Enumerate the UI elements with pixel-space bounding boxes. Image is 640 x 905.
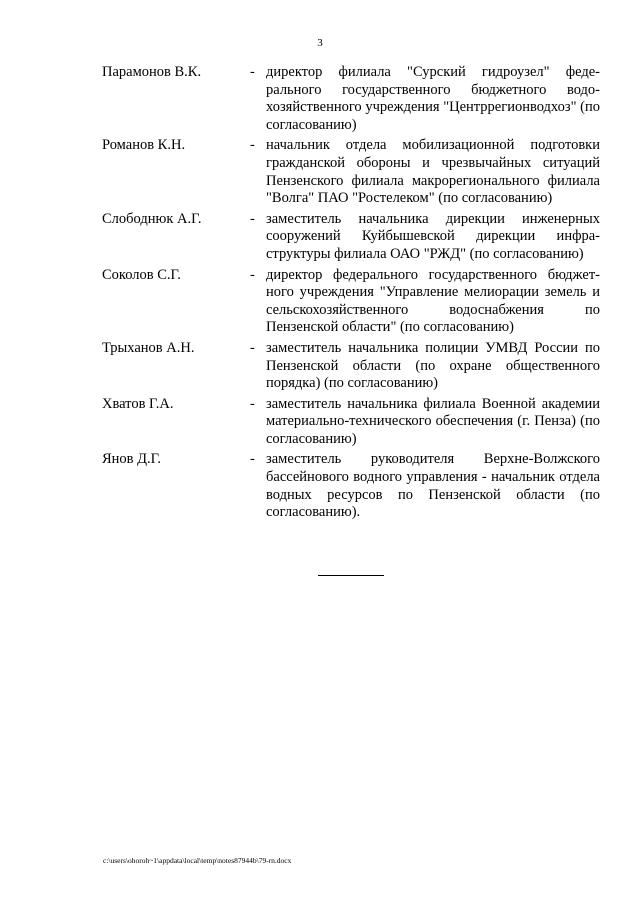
- member-name: Хватов Г.А.: [102, 395, 174, 412]
- member-name: Янов Д.Г.: [102, 451, 162, 468]
- member-row: [102, 340, 600, 393]
- member-row: [102, 267, 600, 337]
- member-dash: -: [250, 395, 255, 412]
- member-role: заместитель начальника полиции УМВД России по Пензенской области (по охране общественного порядка) (по согласованию): [266, 339, 600, 392]
- member-row: [102, 211, 600, 264]
- member-row: [102, 64, 600, 134]
- file-path: c:\users\ohoroh~1\appdata\local\temp\notes87944b\79-rn.docx: [103, 856, 292, 865]
- member-name: Парамонов В.К.: [102, 64, 202, 80]
- member-row: [102, 396, 600, 449]
- member-role: заместитель начальника филиала Военной академии материально-технического обеспечения (г. Пенза) (по согласованию): [266, 395, 600, 447]
- member-name: Слободнюк А.Г.: [102, 210, 202, 227]
- members-list: [102, 64, 600, 525]
- member-role: директор федерального государственного бюджетного учреждения "Управление мелиорации земель и сельскохозяйственного водоснабжения по Пензенской области" (по согласованию): [266, 266, 600, 336]
- member-role: директор филиала "Сурский гидроузел" федерального государственного бюджетного водохозяйственного учреждения "Центррегионводхоз" (по согласованию): [266, 64, 600, 133]
- end-divider: [318, 575, 384, 576]
- member-dash: -: [250, 451, 255, 468]
- member-role: начальник отдела мобилизационной подготовки гражданской обороны и чрезвычайных ситуаций Пензенского филиала макрорегионального филиала "Волга" ПАО "Ростелеком" (по согласованию): [266, 137, 600, 207]
- member-dash: -: [250, 339, 255, 356]
- member-row: [102, 137, 600, 207]
- member-row: [102, 451, 600, 521]
- member-dash: -: [250, 137, 255, 154]
- member-role: заместитель руководителя Верхне-Волжского бассейнового водного управления - начальник отдела водных ресурсов по Пензенской области (по согласованию).: [266, 451, 600, 521]
- member-dash: -: [250, 210, 255, 227]
- member-dash: -: [250, 266, 255, 283]
- member-name: Соколов С.Г.: [102, 266, 181, 283]
- member-name: Романов К.Н.: [102, 137, 186, 154]
- page-number: 3: [317, 37, 323, 49]
- member-name: Трыханов А.Н.: [102, 339, 195, 356]
- member-role: заместитель начальника дирекции инженерных сооружений Куйбышевской дирекции инфраструктуры филиала ОАО "РЖД" (по согласованию): [266, 210, 600, 262]
- member-dash: -: [250, 64, 255, 80]
